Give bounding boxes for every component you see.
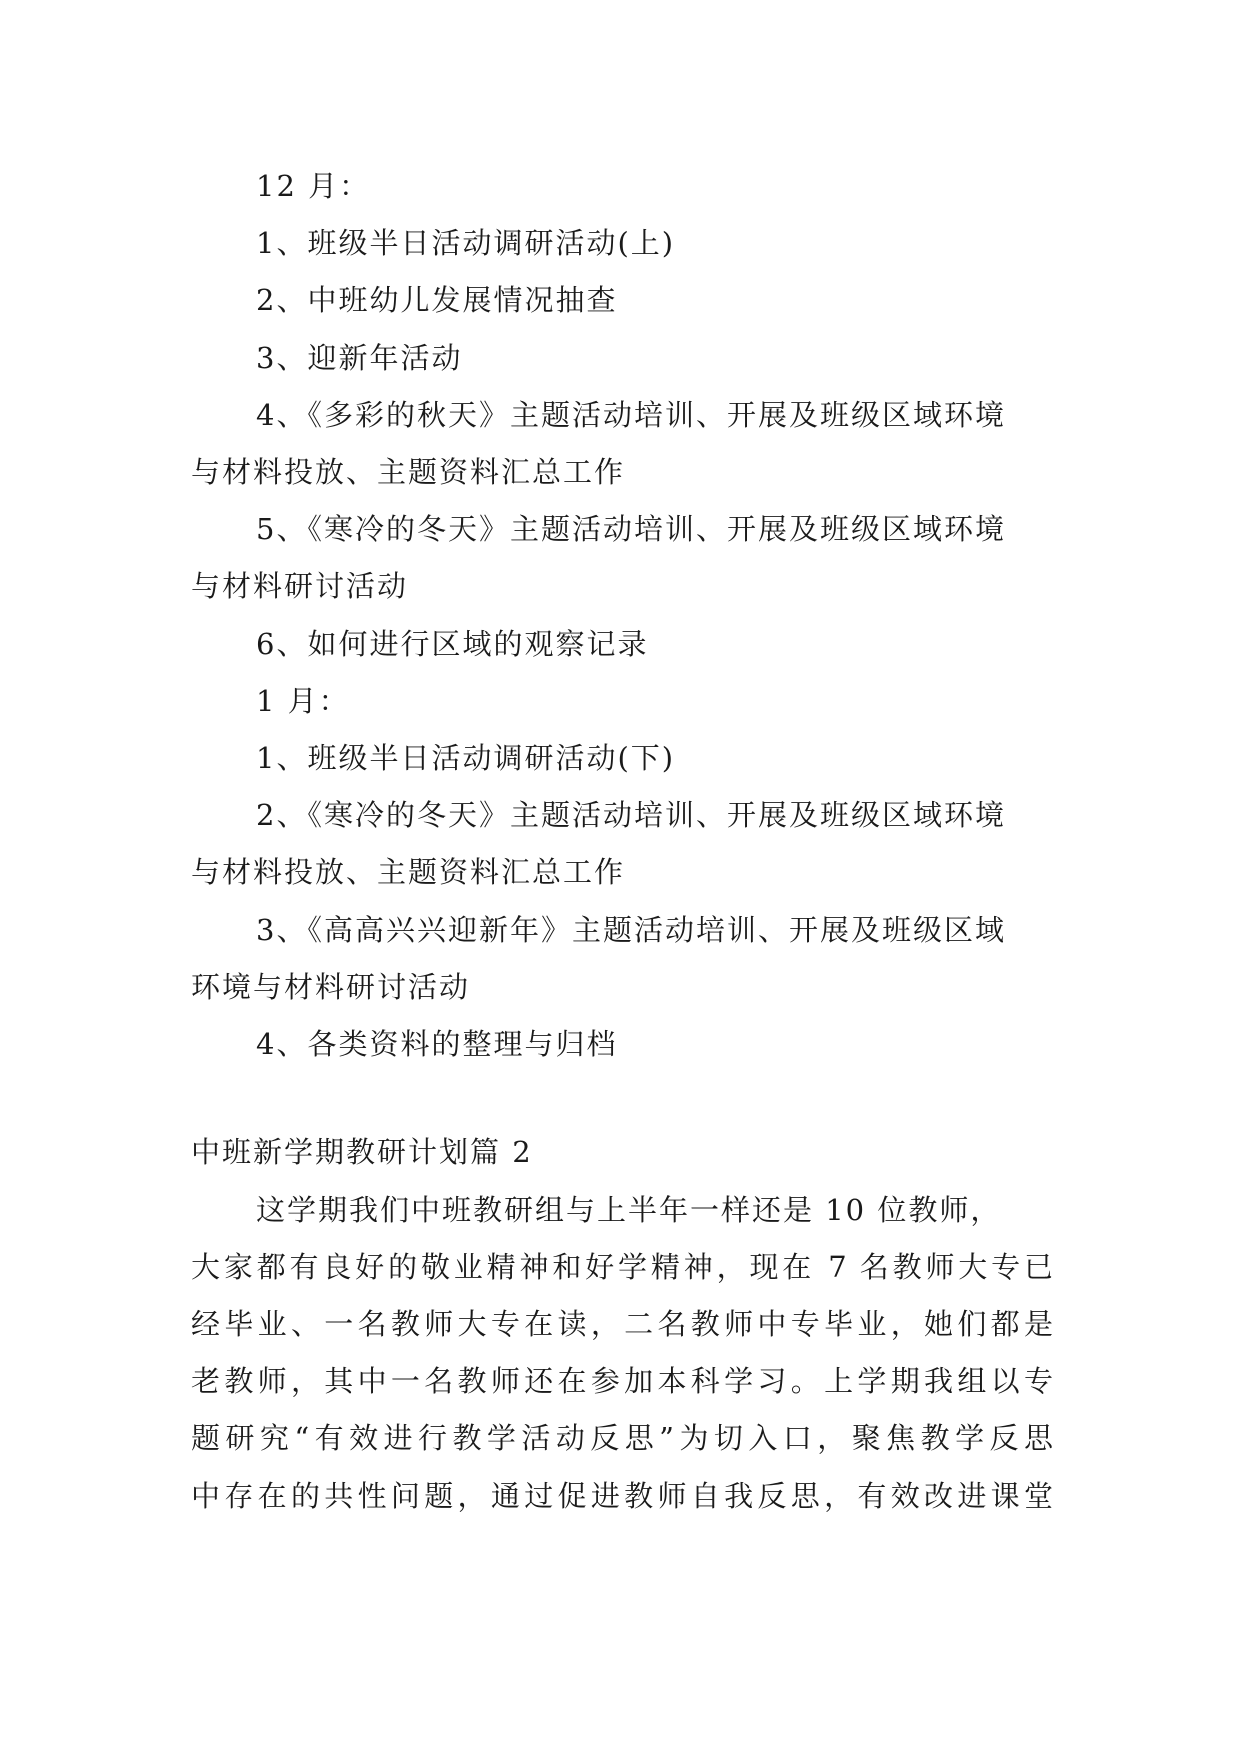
december-item-2: 2、中班幼儿发展情况抽查	[256, 283, 618, 317]
paragraph-line-5: 题研究“有效进行教学活动反思”为切入口，聚焦教学反思	[191, 1421, 1053, 1455]
paragraph-line-2: 大家都有良好的敬业精神和好学精神，现在 7 名教师大专已	[191, 1250, 1053, 1284]
december-item-6: 6、如何进行区域的观察记录	[256, 627, 649, 661]
section-title: 中班新学期教研计划篇 2	[191, 1135, 533, 1169]
month-heading-january: 1 月：	[256, 684, 350, 718]
paragraph-line-6: 中存在的共性问题，通过促进教师自我反思，有效改进课堂	[191, 1479, 1053, 1513]
december-item-4-continuation: 与材料投放、主题资料汇总工作	[191, 455, 626, 489]
january-item-1: 1、班级半日活动调研活动(下)	[256, 741, 676, 775]
month-heading-december: 12 月：	[256, 169, 371, 203]
january-item-2-continuation: 与材料投放、主题资料汇总工作	[191, 855, 626, 889]
december-item-4: 4、《多彩的秋天》主题活动培训、开展及班级区域环境	[256, 398, 1006, 432]
paragraph-line-1: 这学期我们中班教研组与上半年一样还是 10 位教师，	[256, 1193, 1002, 1227]
january-item-2: 2、《寒冷的冬天》主题活动培训、开展及班级区域环境	[256, 798, 1006, 832]
december-item-5: 5、《寒冷的冬天》主题活动培训、开展及班级区域环境	[256, 512, 1006, 546]
paragraph-line-4: 老教师，其中一名教师还在参加本科学习。上学期我组以专	[191, 1364, 1053, 1398]
december-item-1: 1、班级半日活动调研活动(上)	[256, 226, 676, 260]
january-item-4: 4、各类资料的整理与归档	[256, 1027, 618, 1061]
paragraph-line-3: 经毕业、一名教师大专在读，二名教师中专毕业，她们都是	[191, 1307, 1053, 1341]
december-item-3: 3、迎新年活动	[256, 341, 463, 375]
january-item-3: 3、《高高兴兴迎新年》主题活动培训、开展及班级区域	[256, 913, 1006, 947]
january-item-3-continuation: 环境与材料研讨活动	[191, 970, 471, 1004]
december-item-5-continuation: 与材料研讨活动	[191, 569, 409, 603]
